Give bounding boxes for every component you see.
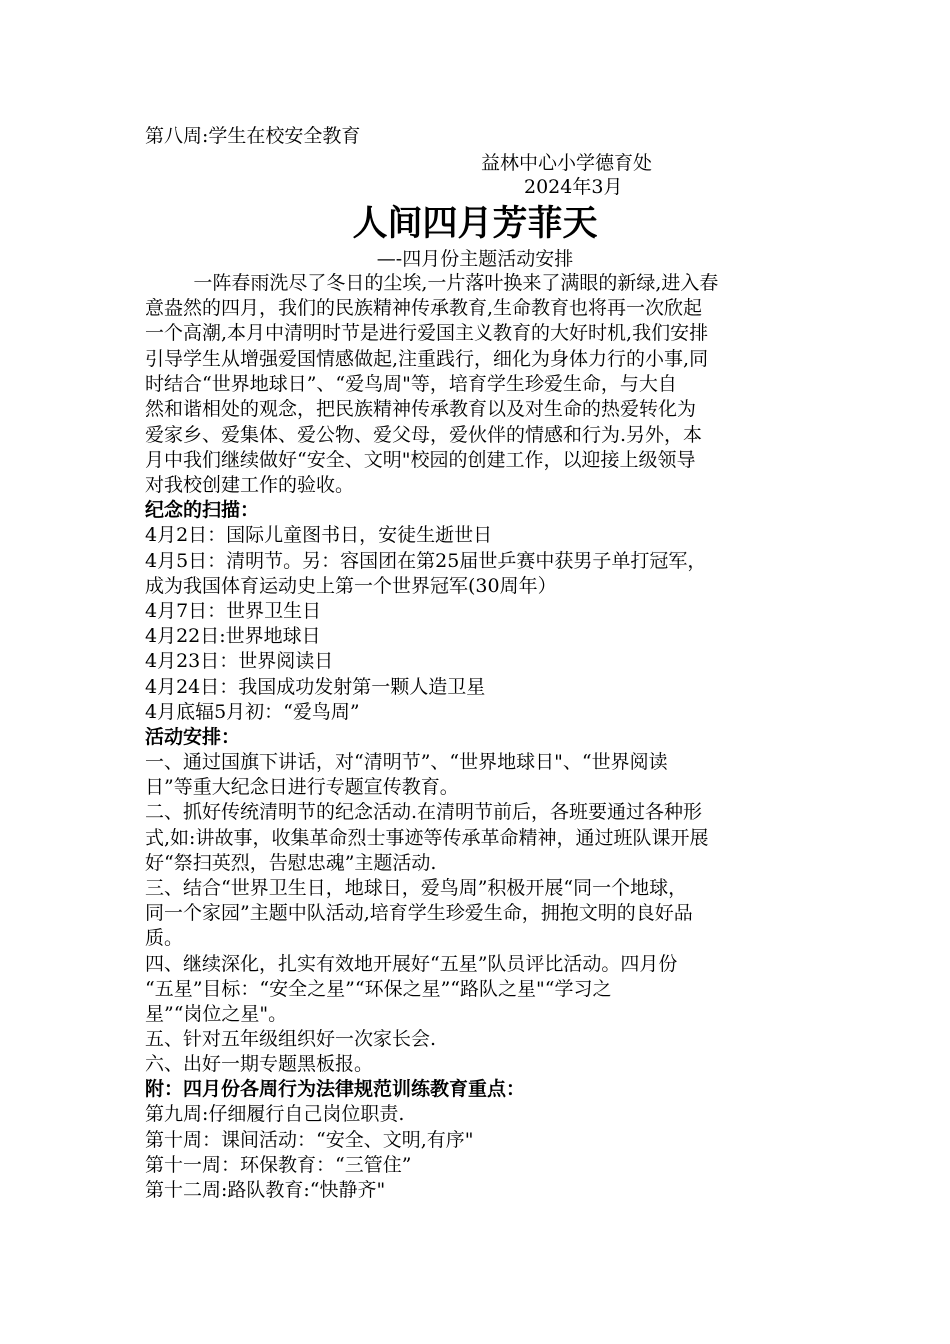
appendix-line: 第十一周：环保教育：“三管住” — [145, 1154, 412, 1176]
intro-line: 然和谐相处的观念，把民族精神传承教育以及对生命的热爱转化为 — [145, 398, 697, 420]
organization-name: 益林中心小学德育处 — [481, 152, 653, 174]
appendix-heading: 附：四月份各周行为法律规范训练教育重点： — [145, 1078, 526, 1100]
intro-line: 对我校创建工作的验收。 — [145, 474, 355, 496]
intro-line: 意盎然的四月，我们的民族精神传承教育,生命教育也将再一次欣起 — [145, 297, 703, 319]
activities-heading: 活动安排： — [145, 726, 241, 748]
activity-line: 六、出好一期专题黑板报。 — [145, 1053, 374, 1075]
activity-line: 星”“岗位之星"。 — [145, 1003, 288, 1025]
intro-line: 一个高潮,本月中清明时节是进行爱国主义教育的大好时机,我们安排 — [145, 322, 709, 344]
page-subtitle: —-四月份主题活动安排 — [376, 248, 574, 270]
week8-line: 第八周:学生在校安全教育 — [145, 125, 361, 147]
intro-line: 月中我们继续做好“安全、文明"校园的创建工作，以迎接上级领导 — [145, 449, 696, 471]
intro-line: 引导学生从增强爱国情感做起,注重践行，细化为身体力行的小事,同 — [145, 348, 709, 370]
activity-line: 三、结合“世界卫生日，地球日，爱鸟周”积极开展“同一个地球， — [145, 877, 688, 899]
appendix-line: 第十周：课间活动：“安全、文明,有序" — [145, 1129, 474, 1151]
activity-line: 二、抓好传统清明节的纪念活动.在清明节前后，各班要通过各种形 — [145, 801, 703, 823]
activity-line: 式,如:讲故事，收集革命烈士事迹等传承革命精神，通过班队课开展 — [145, 827, 709, 849]
memorial-line: 4月22日:世界地球日 — [145, 625, 321, 647]
intro-line: 时结合“世界地球日”、“爱鸟周"等，培育学生珍爱生命，与大自 — [145, 373, 677, 395]
intro-line: 一阵春雨洗尽了冬日的尘埃,一片落叶换来了满眼的新绿,进入春 — [145, 272, 719, 294]
memorial-line: 4月5日：清明节。另：容国团在第25届世乒赛中获男子单打冠军， — [145, 550, 707, 572]
memorial-line: 成为我国体育运动史上第一个世界冠军(30周年） — [145, 575, 557, 597]
memorial-line: 4月2日：国际儿童图书日，安徒生逝世日 — [145, 524, 493, 546]
memorial-heading: 纪念的扫描： — [145, 499, 260, 521]
page-title: 人间四月芳菲天 — [352, 203, 598, 244]
memorial-line: 4月24日：我国成功发射第一颗人造卫星 — [145, 676, 486, 698]
activity-line: 日”等重大纪念日进行专题宣传教育。 — [145, 776, 459, 798]
activity-line: 好“祭扫英烈，告慰忠魂”主题活动. — [145, 852, 437, 874]
activity-line: 四、继续深化，扎实有效地开展好“五星”队员评比活动。四月份 — [145, 953, 678, 975]
appendix-line: 第十二周:路队教育:“快静齐" — [145, 1179, 386, 1201]
activity-line: 五、针对五年级组织好一次家长会. — [145, 1028, 437, 1050]
appendix-line: 第九周:仔细履行自己岗位职责. — [145, 1103, 405, 1125]
memorial-line: 4月7日：世界卫生日 — [145, 600, 322, 622]
memorial-line: 4月23日：世界阅读日 — [145, 650, 334, 672]
activity-line: 同一个家园”主题中队活动,培育学生珍爱生命，拥抱文明的良好品 — [145, 902, 693, 924]
intro-line: 爱家乡、爱集体、爱公物、爱父母，爱伙伴的情感和行为.另外，本 — [145, 424, 703, 446]
memorial-line: 4月底辐5月初：“爱鸟周” — [145, 701, 360, 723]
activity-line: “五星”目标：“安全之星”“环保之星”“路队之星"“学习之 — [145, 978, 612, 1000]
activity-line: 一、通过国旗下讲话，对“清明节”、“世界地球日"、“世界阅读 — [145, 751, 668, 773]
activity-line: 质。 — [145, 927, 184, 949]
document-date: 2024年3月 — [524, 176, 623, 198]
